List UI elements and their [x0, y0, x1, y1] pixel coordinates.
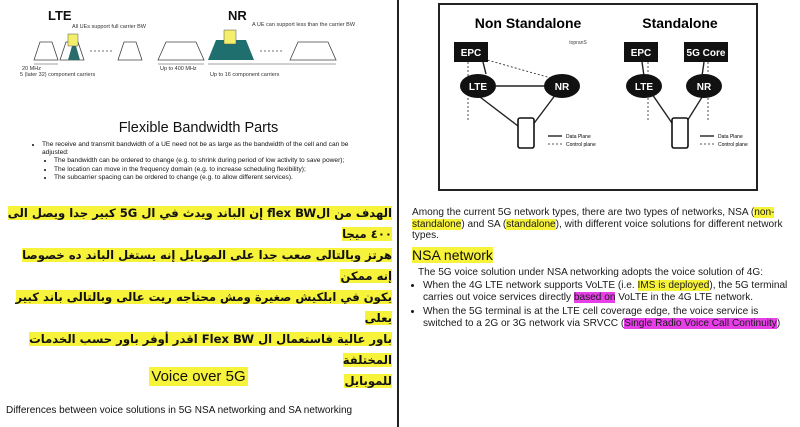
sa-legend-data: Data Plane [718, 134, 743, 140]
lte-note: All UEs support full carrier BW [72, 24, 146, 30]
arabic-line: باور عالية فاستعمال ال Flex BW اقدر أوفر باور حسب الخدمات المختلفة [29, 332, 392, 367]
bullet-intro: • The receive and transmit bandwidth of a UE need not be as large as the bandwidth of the cell and can be adjusted: [42, 141, 368, 157]
arabic-line: للموبايل [344, 374, 392, 388]
bullet-text: ) [776, 317, 781, 329]
bandwidth-diagram [28, 24, 368, 70]
nr-bw-note: Up to 400 MHz [160, 66, 197, 72]
arabic-line: هرتز وبالتالى صعب جدا على الموبايل إنه يستغل الباند ده خصوصا إنه ممكن [22, 248, 392, 283]
sa-epc-label: EPC [630, 48, 652, 59]
para-text: ) and SA ( [461, 218, 507, 230]
intro-paragraph [412, 207, 796, 242]
nsa-epc-label: EPC [460, 48, 482, 59]
lte-label: LTE [48, 8, 72, 23]
nsa-legend-data: Data Plane [566, 134, 591, 140]
highlight-ims: IMS is deployed [637, 280, 710, 291]
left-page [0, 0, 399, 427]
sub-bullet: • The subcarrier spacing can be ordered to change (e.g. to allow different services). [54, 174, 368, 182]
brand-label: topranS [569, 40, 587, 46]
para-text: ), with different voice solutions for different network types. [412, 218, 783, 242]
right-page [400, 0, 800, 427]
nsa-bullets [408, 280, 796, 329]
nsa-nr-label: NR [554, 82, 570, 93]
sa-title: Standalone [642, 15, 718, 31]
sa-legend-control: Control plane [718, 142, 748, 148]
sa-lte-label: LTE [634, 82, 654, 93]
arabic-line: يكون في ابلكيش صغيرة ومش محتاجه ريت عالى وبالتالى باند كبير يعلى [15, 290, 392, 325]
nsa-lte-label: LTE [468, 82, 488, 93]
bullet-text: When the 5G terminal is at the LTE cell coverage edge, the voice service is switched to a 2G or 3G network via SRVCC ( [423, 306, 759, 329]
highlight-standalone: standalone [506, 218, 556, 230]
diff-line: Differences between voice solutions in 5G NSA networking and SA networking [6, 405, 353, 416]
nsa-title: Non Standalone [474, 15, 582, 31]
bandwidth-bullets [28, 141, 368, 182]
nr-note: A UE can support less than the carrier BW [252, 22, 356, 28]
nsa-legend-control: Control plane [566, 142, 596, 148]
sa-5gcore-label: 5G Core [686, 48, 726, 59]
nsa-heading: NSA network [412, 247, 493, 263]
arabic-line: الهدف من الflex BW إن الباند ويدث في ال 5G كبير جدا ويصل الى ٤٠٠ ميجا [7, 206, 392, 241]
sub-bullet: • The bandwidth can be ordered to change (e.g. to shrink during period of low activity to save power); [54, 157, 368, 165]
lte-bw-note: 20 MHz [22, 66, 41, 72]
section-title: Flexible Bandwidth Parts [118, 120, 279, 136]
bullet-text: VoLTE in the 4G LTE network. [615, 291, 754, 303]
nr-label: NR [228, 8, 247, 23]
bullet-text: ), the 5G terminal carries out voice services directly [423, 280, 788, 303]
sa-nr-label: NR [696, 82, 712, 93]
arabic-note [6, 203, 392, 392]
bullet-volte [423, 280, 796, 303]
highlight-based-on: based on [573, 291, 616, 303]
nsa-phone-icon [518, 118, 534, 148]
bullet-text: When the 4G LTE network supports VoLTE (i.e. [423, 280, 638, 291]
nsa-intro: The 5G voice solution under NSA networking adopts the voice solution of 4G: [418, 267, 764, 278]
highlight-non-standalone: non-standalone [412, 207, 775, 230]
lte-cc-note: 5 (later 32) component carriers [20, 72, 96, 78]
bullet-srvcc [423, 306, 796, 329]
voice-title: Voice over 5G [151, 368, 246, 385]
sa-phone-icon [672, 118, 688, 148]
para-text: Among the current 5G network types, there are two types of networks, NSA ( [412, 207, 755, 218]
nr-cc-note: Up to 16 component carriers [210, 72, 280, 78]
sub-bullet: • The location can move in the frequency domain (e.g. to increase scheduling flexibility); [54, 166, 368, 174]
network-diagram [438, 2, 758, 192]
highlight-srvcc: Single Radio Voice Call Continuity [624, 317, 777, 329]
